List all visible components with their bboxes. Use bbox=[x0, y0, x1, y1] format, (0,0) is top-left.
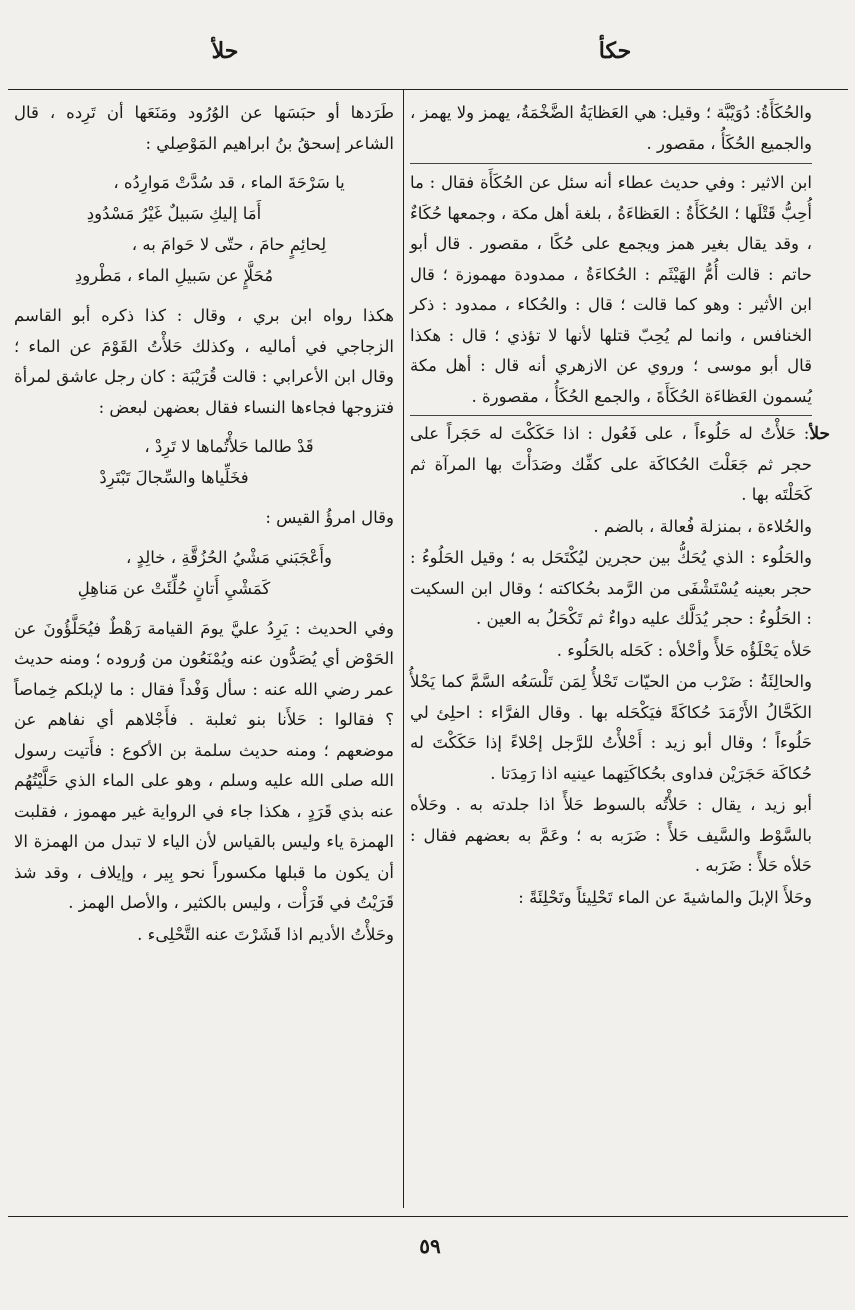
poem-verse: مُحَلَّإٍ عن سَبيلِ الماء ، مَطْرودِ bbox=[74, 266, 274, 285]
poem-verse: لِحائِمٍ حامَ ، حتّى لا حَوامَ به ، bbox=[131, 235, 327, 254]
left-column bbox=[14, 98, 394, 950]
bottom-rule bbox=[8, 1216, 848, 1217]
entry-headword: حلأ bbox=[809, 424, 830, 444]
entry-hla-text-3: والحَلُوء : الذي يُحَكُّ بين حجرين ليُكْتَحَل به ؛ وقيل الحَلُوءُ : حجر بعينه يُسْتَشْفَى من الرَّمد بحُكاكته ؛ وقال ابن السكيت : الحَلُوءُ : حجر يُدَلَّك عليه دواءٌ ثم تَكْحَلُ به العين . bbox=[410, 548, 812, 628]
poem-imru-al-qays bbox=[14, 542, 394, 604]
entry-divider bbox=[410, 415, 812, 416]
right-column bbox=[410, 98, 830, 913]
entry-hla-definition bbox=[410, 419, 830, 511]
poem-verse: يا سَرْحَةَ الماء ، قد سُدَّتْ مَوارِدُه ، bbox=[113, 173, 345, 192]
left-text-1: طَرَدها أو حبَسَها عن الوُرُود ومَنَعَها أن تَرِده ، قال الشاعر إسحقُ بنُ ابراهيم المَوْصِلي : bbox=[14, 103, 394, 153]
left-text-2: هكذا رواه ابن بري ، وقال : كذا ذكره أبو القاسم الزجاجي في أماليه ، وكذلك حَلأْتُ القَوْمَ عن الماء ؛ وقال ابن الأعرابي : قالت قُرَيْبَة : كان رجل عاشق لمرأة فتزوجها فجاءها النساء فقال بعضهن لبعض : bbox=[14, 306, 394, 417]
poem-verse: أَمَا إليكِ سَبيلٌ غَيْرُ مَسْدُودِ bbox=[86, 204, 262, 223]
entry-hla-text-2: والحُلاءة ، بمنزلة فُعالة ، بالضم . bbox=[593, 516, 812, 536]
page-number: ٥٩ bbox=[419, 1234, 441, 1258]
entry-hla-text-7: وحَلأَ الإبلَ والماشيةَ عن الماء تَحْلِيئاً وتَحْلِئَةً : bbox=[518, 887, 812, 907]
poem-verse: قَدْ طالما حَلأْتُماها لا تَرِدْ ، bbox=[144, 437, 314, 456]
poem-verse: كَمَشْيِ أَتانٍ حُلِّئَتْ عن مَناهِلِ bbox=[77, 578, 271, 598]
header-headword-right: حكأ bbox=[598, 38, 632, 64]
left-text-5: وحَلأْتُ الأديم اذا قَشَرْتَ عنه التَّحْلِىء . bbox=[137, 924, 394, 944]
poem-verse: فخَلِّياها والسِّجالَ تَبْتَرِدْ bbox=[99, 468, 249, 487]
entry-hla-text-1: : حَلأْتُ له حَلُوءاً ، على فَعُول : اذا حَكَكْتَ له حَجَراً على حجر ثم جَعَلْتَ الحُكاكَة على كفِّك وصَدَأْتَ بها المرآة ثم كَحَلْتَه بها . bbox=[410, 424, 812, 504]
header-headword-left: حلأ bbox=[211, 38, 239, 64]
left-text-4: وفي الحديث : يَرِدُ عليَّ يومَ القيامة رَهْطٌ فيُحَلَّؤُونَ عن الحَوْض أي يُصَدُّون عنه ويُمْنَعُون من وُروده ؛ ومنه حديث عمر رضي الله عنه : سأل وَفْداً فقال : ما لإبلكم خِماصاً ؟ فقالوا : حَلأَنا بنو ثعلبة . فأَجْلاهم أي نفاهم عن موضعهم ؛ ومنه حديث سلمة بن الأكوع : فأَتيت رسول الله صلى الله عليه وسلم ، وهو على الماء الذي حَلَّيْتُهُم عنه بذي قَرَدٍ ، هكذا جاء في الرواية غير مهموز ، فقلبت الهمزة ياء وليس بالقياس لأن الياء لا تبدل من الهمزة الا أن يكون ما قبلها مكسوراً نحو بِير ، وإيلاف ، وقد شذ قَرَيْتُ في قَرَأْت ، وليس بالكثير ، والأصل الهمز . bbox=[14, 618, 394, 912]
poem-mawsili bbox=[14, 167, 394, 291]
poem-qurayba bbox=[14, 431, 394, 493]
entry-hla-text-5: والحالِئَةُ : ضَرْب من الحيّات تَحْلأُ لِمَن تَلْسَعُه السَّمَّ كما يَحْلأُ الكَحَّالُ الأَرْمَدَ حُكاكَةً فيَكْحَله بها . وقال الفرَّاء : احلِئ لي حَلُوءاً ؛ وقال أبو زيد : أَحْلأْتُ للرَّجل إحْلاءً إذا حَكَكْتَ له حُكاكَة حَجَرَيْن فداوى بحُكاكَتِهما عينيه اذا رَمِدَتا . bbox=[410, 672, 812, 783]
paragraph-divider bbox=[410, 163, 812, 164]
entry-hka-text-1: والحُكَأَةُ: دُوَيْبَّة ؛ وقيل: هي العَظايَةُ الضَّخْمَةُ، يهمز ولا يهمز ، والجميع الحُكَأُ ، مقصور . bbox=[410, 103, 812, 153]
column-divider bbox=[403, 90, 404, 1208]
poem-verse: وأَعْجَبَني مَشْيُ الحُزُقَّةِ ، خالِدٍ ، bbox=[126, 547, 332, 567]
entry-hla-text-6: أبو زيد ، يقال : حَلأْتُه بالسوط حَلأً اذا جلدته به . وحَلأه بالسَّوْط والسَّيف حَلأً : ضَرَبه به ؛ وعَمَّ به بعضهم فقال : حَلأه حَلأً : ضَرَبه . bbox=[410, 795, 812, 875]
entry-hka-text-2: ابن الاثير : وفي حديث عطاء أنه سئل عن الحُكَأَة فقال : ما أُحِبُّ قَتْلَها ؛ الحُكَأَةُ : العَظاءَةُ ، بلغة أهل مكة ، وجمعها حُكَاءٌ ، وقد يقال بغير همز ويجمع على حُكًا ، مقصور . قال أبو حاتم : قالت أُمُّ الهَيْثَم : الحُكاءَةُ ، ممدودة مهموزة ؛ قال ابن الأثير : وهو كما قالت ؛ قال : والحُكاء ، ممدود : ذكر الخنافس ، وانما لم يُحِبّ قتلها لأنها لا تؤذي ؛ قال : هكذا قال أبو موسى ؛ وروي عن الازهري أنه قال : أهل مكة يُسمون العَظاءَة الحُكَأَةَ ، والجمع الحُكَأُ ، مقصورة . bbox=[410, 173, 812, 406]
top-rule bbox=[8, 89, 848, 90]
left-text-3: وقال امرؤُ القيس : bbox=[265, 508, 394, 527]
entry-hla-text-4: حَلأه يَحْلَؤُه حَلأً وأحْلأه : كَحَله بالحَلُوء . bbox=[556, 640, 812, 660]
